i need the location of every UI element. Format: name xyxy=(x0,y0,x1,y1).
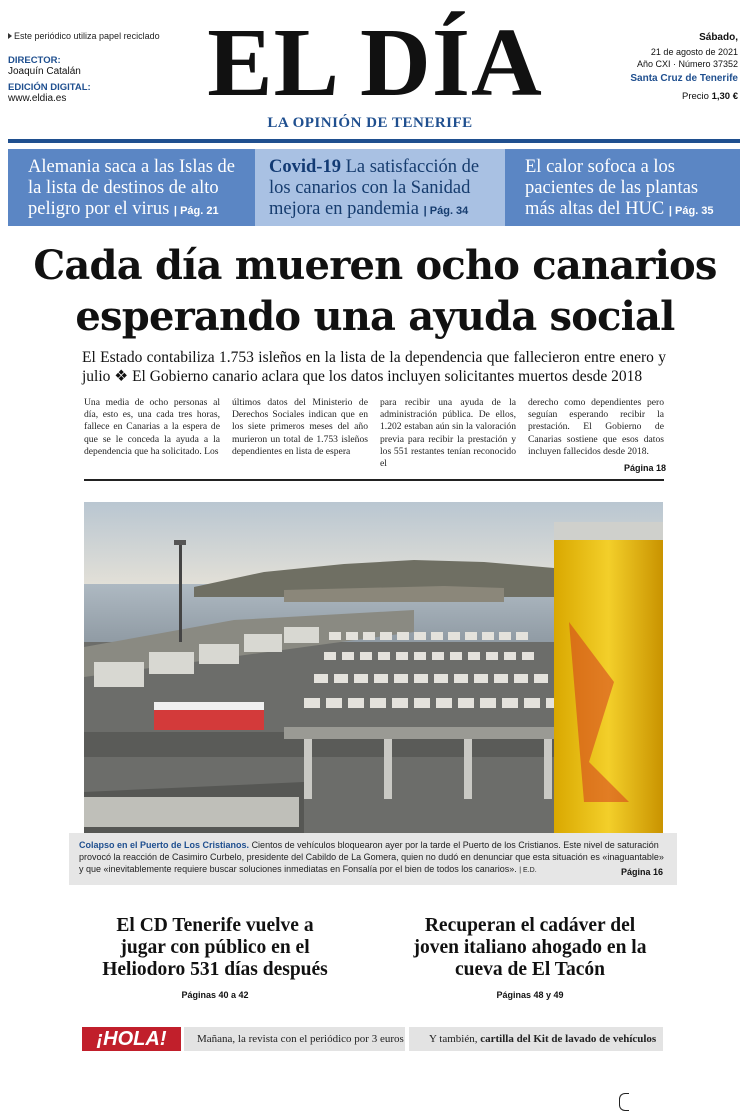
body-column-3: para recibir una ayuda de la administración pública. De ellos, 1.202 estaban aún sin la valoración previa para recibir la prestación y los 551 restantes tenían reconocido el xyxy=(380,397,516,470)
director-label: DIRECTOR: xyxy=(8,55,61,66)
section-divider xyxy=(84,479,664,481)
header-rule xyxy=(8,139,740,143)
port-photo xyxy=(84,502,663,835)
body-column-2: últimos datos del Ministerio de Derechos Sociales indican que en los siete primeros meses del año murieron un total de 1.753 isleños dependientes en lista de espera xyxy=(232,397,368,457)
port-photo-illustration xyxy=(84,502,663,835)
issue-date: 21 de agosto de 2021 xyxy=(650,47,738,57)
issue-day: Sábado, xyxy=(699,32,738,43)
tagline: LA OPINIÓN DE TENERIFE xyxy=(267,115,473,131)
kit-promo[interactable]: Y también, cartilla del Kit de lavado de vehículos xyxy=(409,1027,663,1051)
photo-caption xyxy=(69,833,677,885)
teaser-germany[interactable]: Alemania saca a las Islas de la lista de destinos de alto peligro por el virus | Pág. 21 xyxy=(8,149,255,226)
digital-url[interactable]: www.eldia.es xyxy=(8,93,67,104)
hola-promo[interactable]: Mañana, la revista con el periódico por 3 euros xyxy=(184,1027,405,1051)
main-page-ref[interactable]: Página 18 xyxy=(623,463,666,473)
director-name: Joaquín Catalán xyxy=(8,66,81,77)
caption-lead: Colapso en el Puerto de Los Cristianos. xyxy=(79,840,250,850)
story-italiano-headline[interactable]: Recuperan el cadáver del joven italiano ahogado en la cueva de El Tacón xyxy=(413,915,647,980)
body-column-1: Una media de ocho personas al día, esto es, una cada tres horas, fallece en Canarias a la espera de que se le conceda la ayuda a la dependencia que ha solicitado. Los xyxy=(84,397,220,457)
issue-number: Año CXI · Número 37352 xyxy=(636,59,738,69)
price-line: Precio 1,30 € xyxy=(682,91,738,102)
caption-text: Cientos de vehículos bloquearon ayer por la tarde el Puerto de los Cristianos. Este nivel de saturación provocó la reacción de Casimiro Curbelo, presidente del Cabildo de La Gomera, quien no dudó en denunciar que esta situación es «inaguantable» y que «inevitablemente requiere buscar soluciones inmediatas en Fonsalía por el bien de todos los canarios». xyxy=(79,840,664,874)
story-italiano-pages[interactable]: Páginas 48 y 49 xyxy=(496,990,564,1000)
issue-city: Santa Cruz de Tenerife xyxy=(630,73,738,84)
recycled-note: Este periódico utiliza papel reciclado xyxy=(8,31,160,41)
teaser-kicker: Covid-19 xyxy=(269,157,341,177)
story-tenerife-pages[interactable]: Páginas 40 a 42 xyxy=(181,990,249,1000)
masthead-logo: EL DÍA xyxy=(207,9,543,117)
teaser-huc[interactable]: El calor sofoca a los pacientes de las plantas más altas del HUC | Pág. 35 xyxy=(505,149,740,226)
hola-logo: ¡HOLA! xyxy=(82,1027,181,1051)
teaser-covid[interactable]: Covid-19 La satisfacción de los canarios con la Sanidad mejora en pandemia | Pág. 34 xyxy=(255,149,505,226)
issue-info xyxy=(630,32,738,102)
photo-page-ref[interactable]: Página 16 xyxy=(621,867,664,877)
digital-label: EDICIÓN DIGITAL: xyxy=(8,82,91,93)
photo-credit: | E.D. xyxy=(519,867,537,874)
body-column-4: derecho como dependientes pero seguían esperando recibir la prestación. El Gobierno de Canarias sostiene que esos datos incluyen fallecidos desde 2018. xyxy=(528,397,664,457)
main-headline: Cada día mueren ocho canarios esperando una ayuda social xyxy=(33,242,717,340)
main-subhead: El Estado contabiliza 1.753 isleños en la lista de la dependencia que fallecieron entre enero y julio ❖ El Gobierno canario aclara que los datos incluyen solicitantes muertos desde 2018 xyxy=(82,349,666,385)
story-tenerife-headline[interactable]: El CD Tenerife vuelve a jugar con público en el Heliodoro 531 días después xyxy=(102,915,328,980)
barcode-corner xyxy=(619,1093,629,1111)
